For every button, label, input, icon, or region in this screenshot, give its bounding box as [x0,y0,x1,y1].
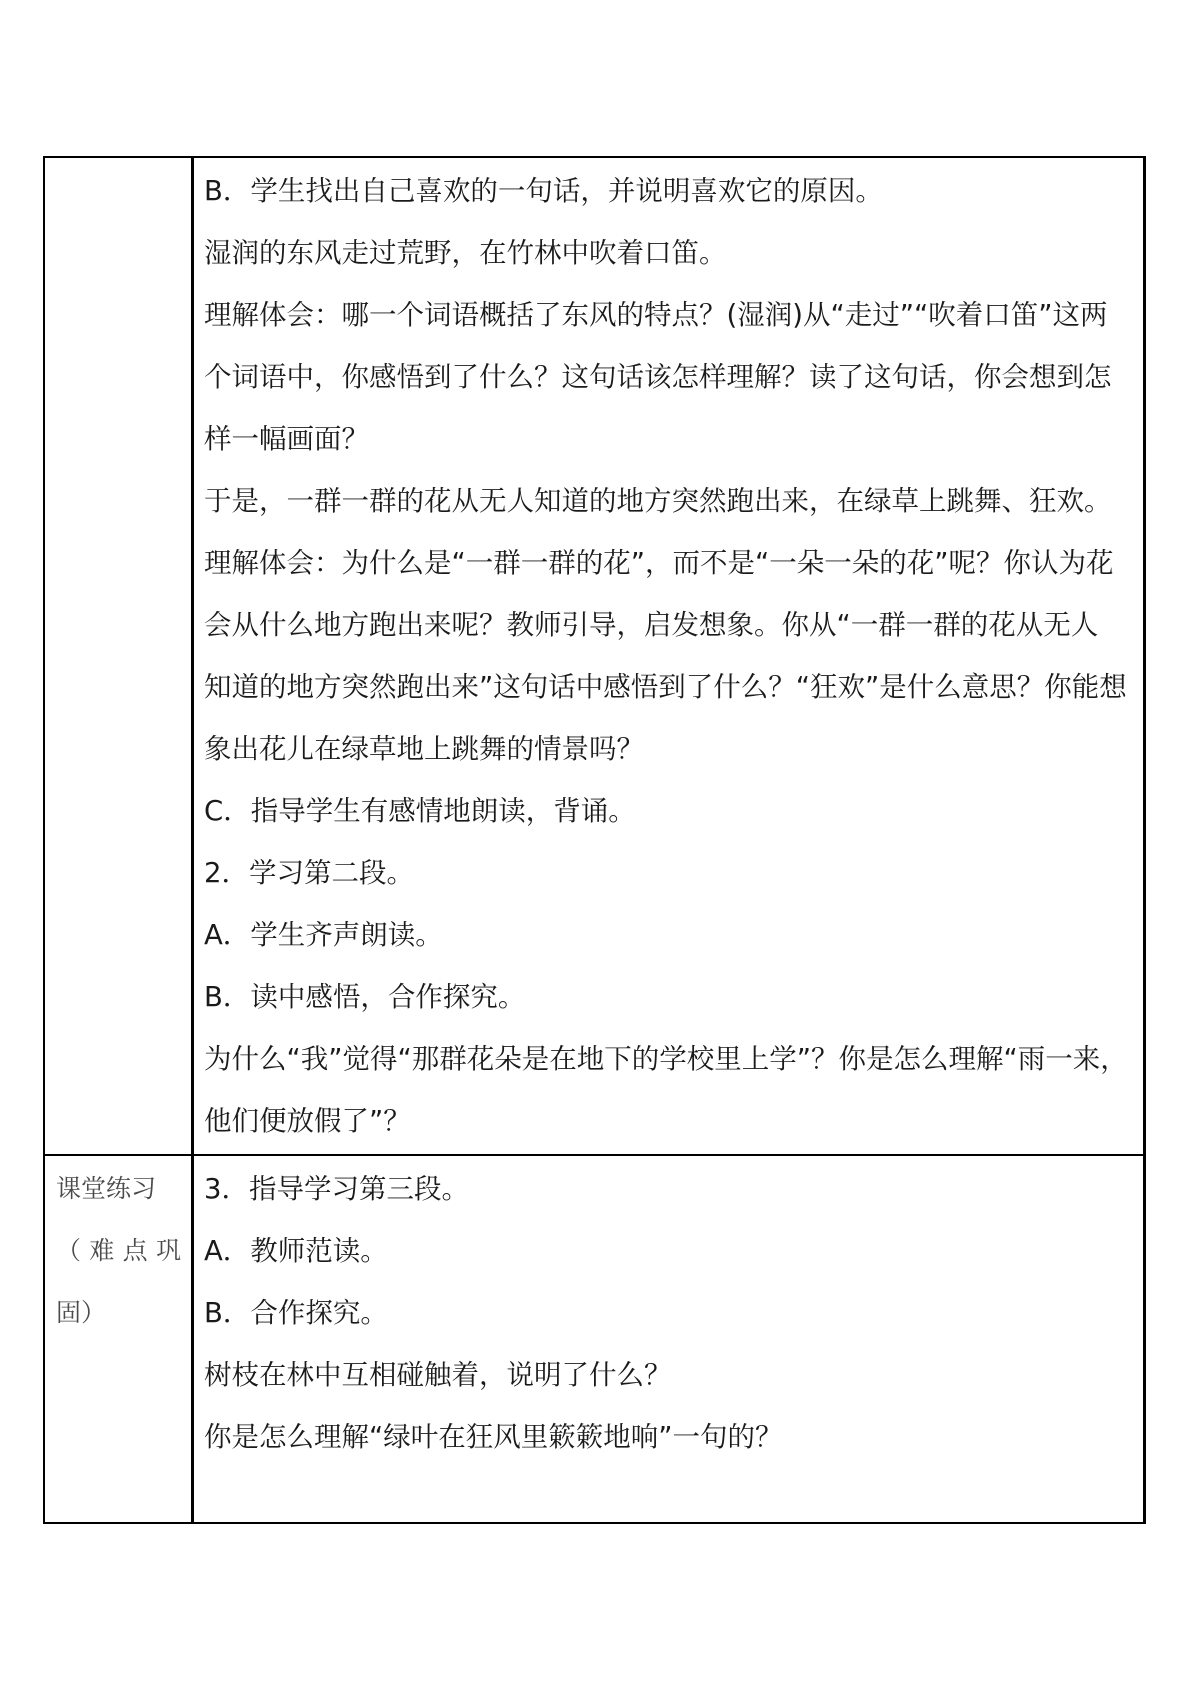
content-line: 3．指导学习第三段。 [204,1173,469,1205]
content-line: 象出花儿在绿草地上跳舞的情景吗？ [204,733,644,765]
content-line: 理解体会：为什么是“一群一群的花”，而不是“一朵一朵的花”呢？你认为花 [204,547,1114,579]
content-line: 湿润的东风走过荒野，在竹林中吹着口笛。 [204,237,727,269]
content-line: 于是，一群一群的花从无人知道的地方突然跑出来，在绿草上跳舞、狂欢。 [204,485,1112,517]
content-line: 理解体会：哪一个词语概括了东风的特点？(湿润)从“走过”“吹着口笛”这两 [204,299,1108,331]
lesson-table [43,156,1146,1524]
content-line: B．合作探究。 [204,1297,388,1329]
content-line: 个词语中，你感悟到了什么？这句话该怎样理解？读了这句话，你会想到怎 [204,361,1112,393]
content-line: 2．学习第二段。 [204,857,414,889]
row2-content-cell [194,1156,1143,1522]
content-line: 样一幅画面？ [204,423,369,455]
content-line: 他们便放假了”？ [204,1105,411,1137]
content-line: 会从什么地方跑出来呢？教师引导，启发想象。你从“一群一群的花从无人 [204,609,1099,641]
content-line: C．指导学生有感情地朗读，背诵。 [204,795,636,827]
content-line: B．读中感悟，合作探究。 [204,981,526,1013]
section-label-line: 课堂练习 [56,1174,157,1203]
content-line: 为什么“我”觉得“那群花朵是在地下的学校里上学”？你是怎么理解“雨一来， [204,1043,1128,1075]
content-line: 你是怎么理解“绿叶在狂风里簌簌地响”一句的？ [204,1421,783,1453]
section-label-line: （难点巩 [56,1236,181,1265]
content-line: B．学生找出自己喜欢的一句话，并说明喜欢它的原因。 [204,175,883,207]
content-line: 树枝在林中互相碰触着，说明了什么？ [204,1359,672,1391]
row2-label-cell [45,1156,191,1522]
section-label-line: 固） [56,1298,107,1327]
row1-content-cell [194,158,1143,1154]
content-line: 知道的地方突然跑出来”这句话中感悟到了什么？“狂欢”是什么意思？你能想 [204,671,1127,703]
content-line: A．学生齐声朗读。 [204,919,443,951]
row1-label-cell [45,158,191,1154]
content-line: A．教师范读。 [204,1235,388,1267]
